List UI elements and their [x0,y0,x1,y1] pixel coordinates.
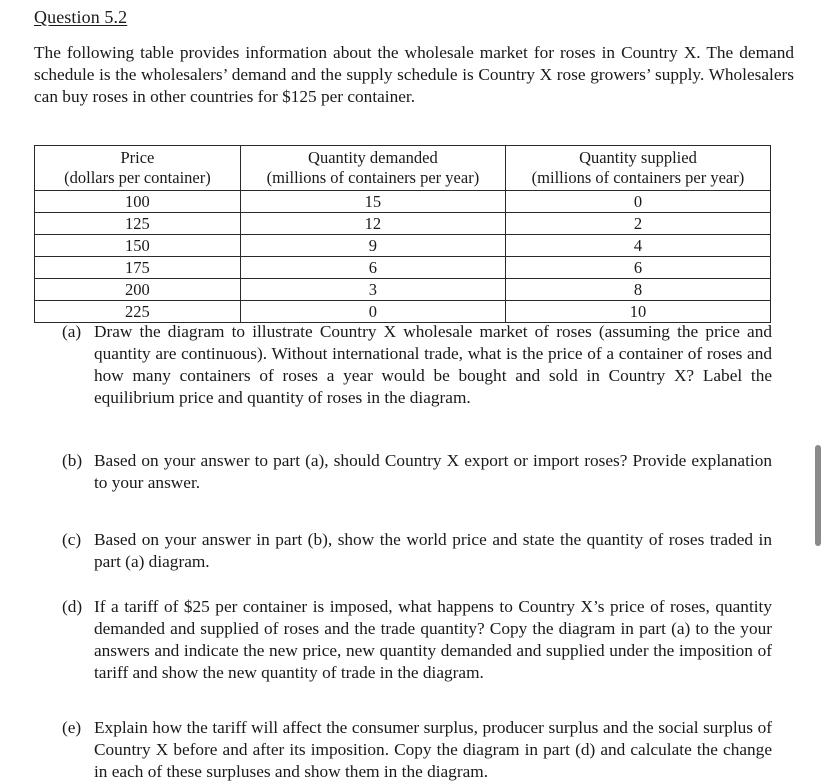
cell-price: 175 [35,257,241,279]
cell-price: 125 [35,213,241,235]
header-price-unit: (dollars per container) [64,168,211,187]
table-row [35,213,771,235]
cell-quantity-demanded: 6 [240,257,505,279]
table-row [35,235,771,257]
question-a-label: (a) [62,322,82,341]
table-header-row [35,146,771,191]
header-qd-unit: (millions of containers per year) [266,168,480,187]
question-d-label: (d) [62,597,83,616]
table-row [35,301,771,323]
header-price [35,146,241,191]
question-a-text: Draw the diagram to illustrate Country X wholesale market of roses (assuming the price and quantity are continuous). Without international trade, what is the price of a container of roses and how many containers of roses a year would be bought and sold in Country X? Label the equilibrium price and quantity of roses in the diagram. [94,322,772,407]
cell-quantity-supplied: 8 [505,279,770,301]
cell-quantity-supplied: 10 [505,301,770,323]
header-qd-title: Quantity demanded [308,148,438,167]
question-b [62,450,772,494]
cell-price: 150 [35,235,241,257]
cell-quantity-supplied: 0 [505,191,770,213]
question-b-label: (b) [62,451,83,470]
header-qs-unit: (millions of containers per year) [531,168,745,187]
header-price-title: Price [120,148,155,167]
schedule-table [34,145,771,323]
question-e-text: Explain how the tariff will affect the consumer surplus, producer surplus and the social surplus of Country X before and after its imposition. Copy the diagram in part (d) and calculate the change in each of these surpluses and show them in the diagram. [94,718,772,781]
cell-quantity-supplied: 2 [505,213,770,235]
question-c [62,529,772,573]
table-row [35,279,771,301]
cell-quantity-demanded: 0 [240,301,505,323]
cell-quantity-demanded: 15 [240,191,505,213]
header-qs-title: Quantity supplied [579,148,697,167]
table-row [35,257,771,279]
question-d-text: If a tariff of $25 per container is imposed, what happens to Country X’s price of roses, quantity demanded and supplied of roses and the trade quantity? Copy the diagram in part (a) to the your answers and indicate the new price, new quantity demanded and supplied under the imposition of tariff and show the new quantity of trade in the diagram. [94,597,772,682]
question-b-text: Based on your answer to part (a), should Country X export or import roses? Provide explanation to your answer. [94,451,772,492]
header-quantity-demanded [240,146,505,191]
cell-quantity-supplied: 6 [505,257,770,279]
question-c-text: Based on your answer in part (b), show the world price and state the quantity of roses traded in part (a) diagram. [94,530,772,571]
question-e-label: (e) [62,718,82,737]
question-c-label: (c) [62,530,82,549]
cell-quantity-demanded: 12 [240,213,505,235]
question-d [62,596,772,684]
cell-price: 200 [35,279,241,301]
cell-quantity-supplied: 4 [505,235,770,257]
question-e [62,717,772,783]
vertical-scrollbar[interactable] [815,445,821,546]
header-quantity-supplied [505,146,770,191]
cell-price: 100 [35,191,241,213]
table-row [35,191,771,213]
intro-paragraph: The following table provides information about the wholesale market for roses in Country X. The demand schedule is the wholesalers’ demand and the supply schedule is Country X rose growers’ supply. Wholesalers can buy roses in other countries for $125 per container. [34,43,794,106]
cell-quantity-demanded: 3 [240,279,505,301]
cell-quantity-demanded: 9 [240,235,505,257]
question-heading: Question 5.2 [34,7,128,27]
question-a [62,321,772,409]
cell-price: 225 [35,301,241,323]
